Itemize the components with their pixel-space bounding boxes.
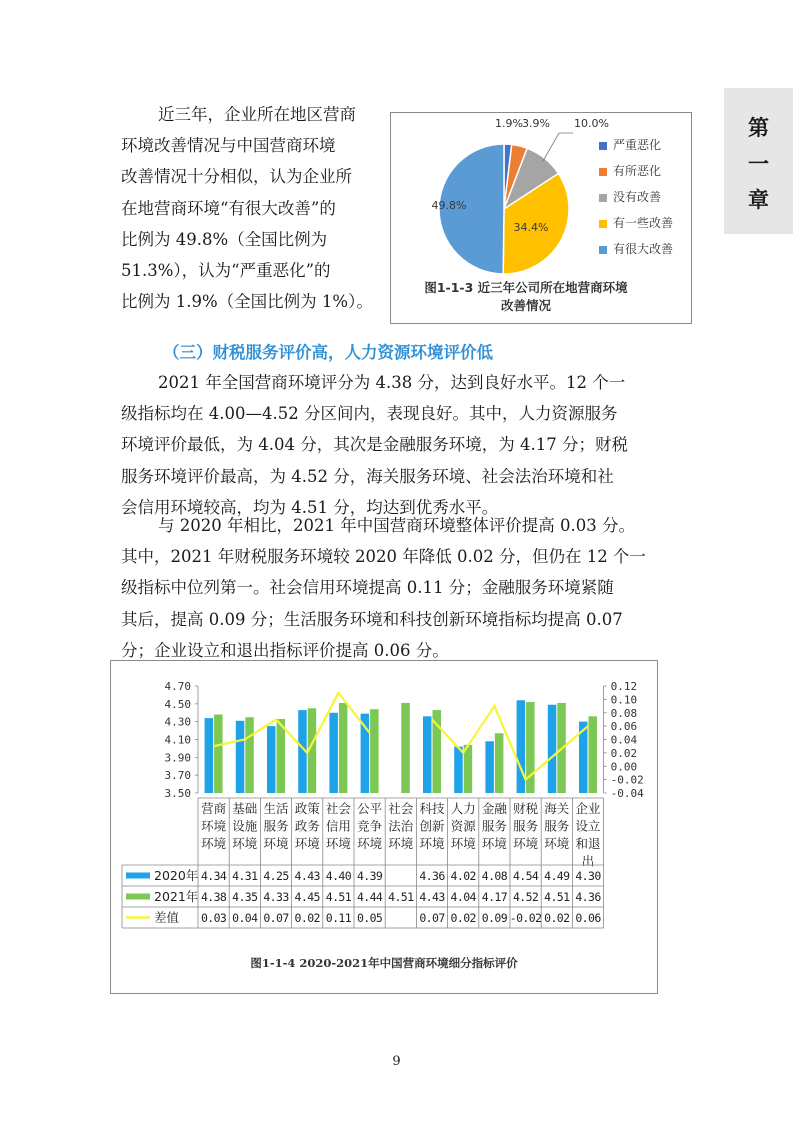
data-label: 0.09 xyxy=(481,911,508,925)
para1-line: 在地营商环境“有很大改善”的 xyxy=(121,198,336,218)
data-label: 4.40 xyxy=(325,869,352,883)
category-label: 法治 xyxy=(388,818,414,834)
data-label: 4.30 xyxy=(575,869,601,883)
category-label: 企业 xyxy=(575,801,601,816)
bar-2020 xyxy=(329,713,338,793)
category-label: 环境 xyxy=(388,836,414,851)
category-label: 资源 xyxy=(450,818,476,834)
bar-2020 xyxy=(517,700,526,793)
data-label: 0.07 xyxy=(419,911,445,925)
y2-tick-label: -0.04 xyxy=(610,787,644,800)
category-label: 环境 xyxy=(544,836,570,851)
legend-label: 严重恶化 xyxy=(613,138,662,152)
y2-tick-label: 0.00 xyxy=(610,760,638,774)
data-label: 4.25 xyxy=(263,869,289,883)
category-label: 环境 xyxy=(419,836,445,851)
legend-swatch xyxy=(599,194,607,202)
category-label: 环境 xyxy=(325,836,351,851)
bar-figure xyxy=(110,660,658,994)
data-label: 4.02 xyxy=(450,869,476,883)
data-label: 4.38 xyxy=(200,890,227,904)
y-tick-label: 4.30 xyxy=(164,715,191,729)
category-label: 设施 xyxy=(232,818,258,834)
data-label: 4.49 xyxy=(544,869,570,883)
para1-line: 比例为 1.9%（全国比例为 1%）。 xyxy=(121,292,373,312)
pie-legend-item xyxy=(599,162,661,179)
category-label: 环境 xyxy=(450,836,476,851)
data-label: 4.31 xyxy=(232,869,258,883)
para3-line: 与 2020 年相比，2021 年中国营商环境整体评价提高 0.03 分。 xyxy=(158,516,635,535)
data-label: 4.52 xyxy=(512,890,539,904)
category-label: 创新 xyxy=(419,818,445,834)
para3-line: 分；企业设立和退出指标评价提高 0.06 分。 xyxy=(121,640,449,660)
y-tick-label: 4.10 xyxy=(164,733,191,747)
legend-label: 有一些改善 xyxy=(613,216,674,230)
category-label: 公平 xyxy=(357,801,383,816)
pie-data-label: 1.9% xyxy=(495,117,523,130)
data-label: 4.54 xyxy=(512,869,539,883)
data-label: 0.02 xyxy=(294,911,320,925)
pie-legend-item xyxy=(599,214,673,231)
chapter-tab-label xyxy=(724,110,793,218)
category-label: 环境 xyxy=(201,818,227,834)
category-label: 财税 xyxy=(513,801,539,816)
para1-line: 环境改善情况与中国营商环境 xyxy=(121,136,336,156)
bar-2021 xyxy=(245,717,254,793)
category-label: 人力 xyxy=(450,801,476,816)
para3-line: 级指标中位列第一。社会信用环境提高 0.11 分；金融服务环境紧随 xyxy=(121,578,614,598)
category-label: 社会 xyxy=(388,801,414,816)
legend-swatch xyxy=(599,246,607,254)
data-label: 4.17 xyxy=(481,890,508,904)
page-number: 9 xyxy=(392,1054,401,1069)
category-label: 环境 xyxy=(513,836,539,851)
category-label: 基础 xyxy=(232,801,258,816)
bar-2020 xyxy=(236,721,245,793)
category-label: 政务 xyxy=(294,818,320,834)
para3-line: 其中，2021 年财税服务环境较 2020 年降低 0.02 分，但仍在 12 个一 xyxy=(121,547,646,567)
pie-caption xyxy=(401,279,651,315)
pie-data-label: 49.8% xyxy=(431,199,467,212)
legend-swatch xyxy=(599,220,607,228)
legend-label: 差值 xyxy=(154,910,180,925)
category-label: 政策 xyxy=(294,801,320,816)
pie-data-label: 3.9% xyxy=(522,117,550,130)
bar-2020 xyxy=(548,705,557,793)
y-tick-label: 4.50 xyxy=(164,697,191,711)
bar-caption: 图1-1-4 2020-2021年中国营商环境细分指标评价 xyxy=(250,956,518,970)
data-label: 4.08 xyxy=(481,869,508,883)
data-label: 4.51 xyxy=(325,890,352,904)
data-label: 0.05 xyxy=(356,911,383,925)
category-label: 设立 xyxy=(575,818,601,834)
para2-line: 级指标均在 4.00—4.52 分区间内，表现良好。其中，人力资源服务 xyxy=(121,404,618,424)
data-label: 0.04 xyxy=(232,911,258,925)
legend-label: 有很大改善 xyxy=(613,242,674,256)
legend-key xyxy=(126,894,150,900)
y2-tick-label: 0.12 xyxy=(610,680,638,693)
chapter-tab xyxy=(724,88,793,234)
data-label: 4.44 xyxy=(356,890,383,904)
category-label: 环境 xyxy=(357,836,383,851)
legend-label: 有所恶化 xyxy=(613,164,662,178)
data-label: 4.45 xyxy=(294,890,320,904)
y-tick-label: 3.70 xyxy=(164,769,191,783)
pie-legend-item xyxy=(599,240,673,257)
chapter-tab-char: 章 xyxy=(748,188,769,212)
category-label: 社会 xyxy=(325,801,351,816)
data-label: 0.03 xyxy=(200,911,227,925)
pie-legend-item xyxy=(599,136,661,153)
category-label: 服务 xyxy=(481,818,507,834)
y-tick-label: 3.90 xyxy=(164,751,191,765)
bar-2021 xyxy=(214,715,223,793)
data-label: 0.02 xyxy=(544,911,570,925)
y2-tick-label: 0.04 xyxy=(610,733,638,747)
bar-2020 xyxy=(454,747,463,793)
data-label: 4.34 xyxy=(200,869,227,883)
category-label: 服务 xyxy=(544,818,570,834)
category-label: 环境 xyxy=(294,836,320,851)
y2-tick-label: 0.10 xyxy=(610,693,638,707)
category-label: 服务 xyxy=(263,818,289,834)
pie-leader-line xyxy=(543,133,573,161)
category-label: 环境 xyxy=(232,836,258,851)
legend-label: 没有改善 xyxy=(613,190,662,204)
category-label: 金融 xyxy=(481,801,507,816)
para2-line: 服务环境评价最高，为 4.52 分，海关服务环境、社会法治环境和社 xyxy=(121,466,614,486)
bar-2020 xyxy=(267,726,276,793)
y2-tick-label: 0.08 xyxy=(610,706,638,720)
category-label: 和退 xyxy=(575,836,601,851)
y-tick-label: 3.50 xyxy=(164,787,191,800)
category-label: 环境 xyxy=(263,836,289,851)
para2-line: 会信用环境较高，均为 4.51 分，均达到优秀水平。 xyxy=(121,497,499,517)
data-label: 0.02 xyxy=(450,911,476,925)
para1-line: 比例为 49.8%（全国比例为 xyxy=(121,229,328,249)
category-label: 出 xyxy=(581,853,595,869)
bar-chart xyxy=(111,661,657,993)
category-label: 生活 xyxy=(263,801,289,816)
legend-swatch xyxy=(599,142,607,150)
pie-data-label: 10.0% xyxy=(574,117,609,130)
para1-line: 近三年，企业所在地区营商 xyxy=(158,105,356,124)
para3-line: 其后，提高 0.09 分；生活服务环境和科技创新环境指标均提高 0.07 xyxy=(121,609,623,629)
category-label: 营商 xyxy=(201,801,227,816)
data-label: 0.06 xyxy=(575,911,601,925)
legend-label: 2021年 xyxy=(154,889,199,904)
section-heading: （三）财税服务评价高，人力资源环境评价低 xyxy=(163,343,493,362)
bar-2021 xyxy=(339,703,348,793)
pie-figure xyxy=(390,112,692,324)
category-label: 科技 xyxy=(419,801,445,816)
data-label: 4.33 xyxy=(263,890,289,904)
pie-caption-line: 图1-1-3 近三年公司所在地营商环境 xyxy=(424,280,628,295)
data-label: 4.36 xyxy=(575,890,601,904)
y2-tick-label: -0.02 xyxy=(610,773,644,787)
data-label: 4.39 xyxy=(356,869,383,883)
data-label: 4.35 xyxy=(232,890,258,904)
bar-2021 xyxy=(589,716,598,793)
data-label: 4.43 xyxy=(294,869,320,883)
legend-swatch xyxy=(599,168,607,176)
y2-tick-label: 0.06 xyxy=(610,720,638,734)
bar-2021 xyxy=(277,719,286,793)
para2-line: 2021 年全国营商环境评分为 4.38 分，达到良好水平。12 个一 xyxy=(158,373,626,392)
chapter-tab-char: 第 xyxy=(748,116,769,140)
data-label: 4.04 xyxy=(450,890,476,904)
data-label: 0.07 xyxy=(263,911,289,925)
legend-key xyxy=(126,873,150,879)
legend-label: 2020年 xyxy=(154,868,199,883)
pie-data-label: 34.4% xyxy=(513,221,549,234)
para1-line: 改善情况十分相似，认为企业所 xyxy=(121,167,352,187)
data-label: 0.11 xyxy=(325,911,352,925)
para2-line: 环境评价最低，为 4.04 分，其次是金融服务环境，为 4.17 分；财税 xyxy=(121,435,628,455)
bar-2020 xyxy=(205,718,214,793)
category-label: 环境 xyxy=(201,836,227,851)
category-label: 竞争 xyxy=(357,818,383,834)
data-label: 4.51 xyxy=(388,890,414,904)
category-label: 海关 xyxy=(544,801,570,816)
bar-2021 xyxy=(370,709,379,793)
category-label: 信用 xyxy=(325,818,351,834)
data-label: 4.43 xyxy=(419,890,445,904)
y2-tick-label: 0.02 xyxy=(610,746,638,760)
bar-2020 xyxy=(485,741,494,793)
data-label: 4.36 xyxy=(419,869,445,883)
bar-2021 xyxy=(495,733,504,793)
pie-caption-line: 改善情况 xyxy=(500,298,551,313)
para1-line: 51.3%），认为“严重恶化”的 xyxy=(121,261,331,280)
pie-legend-item xyxy=(599,188,661,205)
bar-2021 xyxy=(401,703,410,793)
category-label: 环境 xyxy=(481,836,507,851)
category-label: 服务 xyxy=(513,818,539,834)
data-label: -0.02 xyxy=(509,911,542,925)
y-tick-label: 4.70 xyxy=(164,680,191,693)
chapter-tab-char: 一 xyxy=(748,152,769,176)
data-label: 4.51 xyxy=(544,890,570,904)
bar-2020 xyxy=(423,716,432,793)
